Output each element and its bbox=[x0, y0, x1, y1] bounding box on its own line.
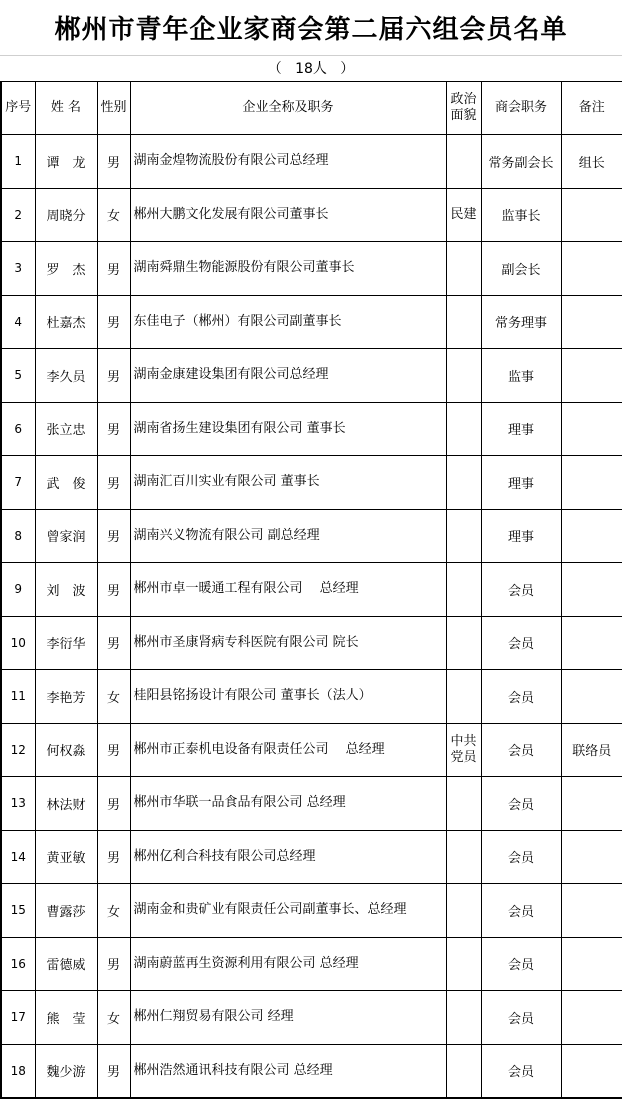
row-index: 11 bbox=[1, 670, 35, 724]
row-name: 周晓分 bbox=[35, 188, 97, 242]
row-remark bbox=[561, 777, 622, 831]
row-name: 武 俊 bbox=[35, 456, 97, 510]
row-position: 副会长 bbox=[481, 242, 561, 296]
table-row bbox=[1, 1044, 622, 1098]
row-company: 郴州仁翔贸易有限公司 经理 bbox=[130, 991, 446, 1045]
row-name: 黄亚敏 bbox=[35, 830, 97, 884]
row-index: 6 bbox=[1, 402, 35, 456]
row-position: 会员 bbox=[481, 670, 561, 724]
row-political bbox=[446, 242, 481, 296]
row-political: 民建 bbox=[446, 188, 481, 242]
row-company: 郴州大鹏文化发展有限公司董事长 bbox=[130, 188, 446, 242]
row-position: 监事 bbox=[481, 349, 561, 403]
row-remark bbox=[561, 402, 622, 456]
row-name: 张立忠 bbox=[35, 402, 97, 456]
row-name: 曾家润 bbox=[35, 509, 97, 563]
row-position: 会员 bbox=[481, 830, 561, 884]
row-gender: 女 bbox=[97, 884, 130, 938]
row-company: 湖南金煌物流股份有限公司总经理 bbox=[130, 135, 446, 189]
table-row bbox=[1, 991, 622, 1045]
table-row bbox=[1, 456, 622, 510]
row-gender: 男 bbox=[97, 616, 130, 670]
header-company: 企业全称及职务 bbox=[130, 82, 446, 135]
row-position: 会员 bbox=[481, 884, 561, 938]
row-gender: 女 bbox=[97, 188, 130, 242]
row-index: 2 bbox=[1, 188, 35, 242]
row-political bbox=[446, 456, 481, 510]
header-remark: 备注 bbox=[561, 82, 622, 135]
row-position: 理事 bbox=[481, 456, 561, 510]
row-company: 郴州市圣康肾病专科医院有限公司 院长 bbox=[130, 616, 446, 670]
row-position: 会员 bbox=[481, 723, 561, 777]
row-index: 1 bbox=[1, 135, 35, 189]
table-row bbox=[1, 723, 622, 777]
row-political bbox=[446, 349, 481, 403]
row-position: 会员 bbox=[481, 1044, 561, 1098]
table-row bbox=[1, 242, 622, 296]
row-remark bbox=[561, 884, 622, 938]
row-position: 会员 bbox=[481, 937, 561, 991]
row-index: 4 bbox=[1, 295, 35, 349]
row-name: 熊 莹 bbox=[35, 991, 97, 1045]
row-political bbox=[446, 991, 481, 1045]
row-political bbox=[446, 937, 481, 991]
row-index: 14 bbox=[1, 830, 35, 884]
row-index: 12 bbox=[1, 723, 35, 777]
row-company: 湖南蔚蓝再生资源利用有限公司 总经理 bbox=[130, 937, 446, 991]
row-name: 雷德威 bbox=[35, 937, 97, 991]
row-company: 桂阳县铭扬设计有限公司 董事长（法人） bbox=[130, 670, 446, 724]
table-row bbox=[1, 135, 622, 189]
row-political bbox=[446, 135, 481, 189]
row-remark: 联络员 bbox=[561, 723, 622, 777]
row-company: 湖南金和贵矿业有限责任公司副董事长、总经理 bbox=[130, 884, 446, 938]
header-political: 政治面貌 bbox=[446, 82, 481, 135]
row-name: 杜嘉杰 bbox=[35, 295, 97, 349]
row-index: 7 bbox=[1, 456, 35, 510]
row-company: 湖南省扬生建设集团有限公司 董事长 bbox=[130, 402, 446, 456]
row-gender: 男 bbox=[97, 242, 130, 296]
table-row bbox=[1, 188, 622, 242]
table-row bbox=[1, 670, 622, 724]
row-position: 常务副会长 bbox=[481, 135, 561, 189]
table-row bbox=[1, 884, 622, 938]
row-name: 李久员 bbox=[35, 349, 97, 403]
table-row bbox=[1, 616, 622, 670]
row-name: 何权淼 bbox=[35, 723, 97, 777]
row-political bbox=[446, 1044, 481, 1098]
table-row bbox=[1, 777, 622, 831]
row-name: 曹露莎 bbox=[35, 884, 97, 938]
row-gender: 男 bbox=[97, 456, 130, 510]
row-remark bbox=[561, 242, 622, 296]
member-table bbox=[0, 81, 622, 1099]
row-political: 中共党员 bbox=[446, 723, 481, 777]
row-gender: 男 bbox=[97, 295, 130, 349]
row-name: 李衍华 bbox=[35, 616, 97, 670]
row-remark bbox=[561, 670, 622, 724]
row-company: 湖南舜鼎生物能源股份有限公司董事长 bbox=[130, 242, 446, 296]
row-position: 监事长 bbox=[481, 188, 561, 242]
row-gender: 男 bbox=[97, 830, 130, 884]
row-index: 13 bbox=[1, 777, 35, 831]
table-row bbox=[1, 402, 622, 456]
table-row bbox=[1, 509, 622, 563]
row-gender: 女 bbox=[97, 670, 130, 724]
row-company: 郴州市正泰机电设备有限责任公司 总经理 bbox=[130, 723, 446, 777]
row-remark bbox=[561, 991, 622, 1045]
row-position: 会员 bbox=[481, 563, 561, 617]
row-position: 会员 bbox=[481, 777, 561, 831]
row-company: 郴州亿利合科技有限公司总经理 bbox=[130, 830, 446, 884]
row-gender: 男 bbox=[97, 349, 130, 403]
row-gender: 男 bbox=[97, 402, 130, 456]
row-gender: 男 bbox=[97, 563, 130, 617]
header-index: 序号 bbox=[1, 82, 35, 135]
table-row bbox=[1, 937, 622, 991]
row-gender: 男 bbox=[97, 723, 130, 777]
row-political bbox=[446, 563, 481, 617]
row-political bbox=[446, 884, 481, 938]
row-company: 湖南兴义物流有限公司 副总经理 bbox=[130, 509, 446, 563]
row-company: 郴州浩然通讯科技有限公司 总经理 bbox=[130, 1044, 446, 1098]
row-index: 5 bbox=[1, 349, 35, 403]
row-political bbox=[446, 616, 481, 670]
row-index: 8 bbox=[1, 509, 35, 563]
row-remark bbox=[561, 349, 622, 403]
row-remark bbox=[561, 1044, 622, 1098]
header-gender: 性别 bbox=[97, 82, 130, 135]
row-gender: 女 bbox=[97, 991, 130, 1045]
row-company: 湖南汇百川实业有限公司 董事长 bbox=[130, 456, 446, 510]
row-position: 会员 bbox=[481, 991, 561, 1045]
header-position: 商会职务 bbox=[481, 82, 561, 135]
table-row bbox=[1, 563, 622, 617]
row-company: 郴州市卓一暖通工程有限公司 总经理 bbox=[130, 563, 446, 617]
row-position: 会员 bbox=[481, 616, 561, 670]
row-political bbox=[446, 509, 481, 563]
row-remark: 组长 bbox=[561, 135, 622, 189]
row-remark bbox=[561, 616, 622, 670]
row-index: 17 bbox=[1, 991, 35, 1045]
row-index: 9 bbox=[1, 563, 35, 617]
row-name: 魏少游 bbox=[35, 1044, 97, 1098]
row-remark bbox=[561, 937, 622, 991]
row-index: 3 bbox=[1, 242, 35, 296]
row-company: 湖南金康建设集团有限公司总经理 bbox=[130, 349, 446, 403]
row-remark bbox=[561, 456, 622, 510]
row-remark bbox=[561, 563, 622, 617]
row-political bbox=[446, 830, 481, 884]
row-remark bbox=[561, 509, 622, 563]
row-gender: 男 bbox=[97, 509, 130, 563]
row-name: 李艳芳 bbox=[35, 670, 97, 724]
row-political bbox=[446, 402, 481, 456]
header-name: 姓 名 bbox=[35, 82, 97, 135]
row-political bbox=[446, 295, 481, 349]
table-header-row bbox=[1, 82, 622, 135]
row-gender: 男 bbox=[97, 937, 130, 991]
row-name: 刘 波 bbox=[35, 563, 97, 617]
row-index: 15 bbox=[1, 884, 35, 938]
row-index: 16 bbox=[1, 937, 35, 991]
page-title: 郴州市青年企业家商会第二届六组会员名单 bbox=[0, 0, 622, 56]
row-index: 18 bbox=[1, 1044, 35, 1098]
row-remark bbox=[561, 295, 622, 349]
row-political bbox=[446, 777, 481, 831]
row-company: 郴州市华联一品食品有限公司 总经理 bbox=[130, 777, 446, 831]
row-index: 10 bbox=[1, 616, 35, 670]
row-name: 罗 杰 bbox=[35, 242, 97, 296]
row-name: 谭 龙 bbox=[35, 135, 97, 189]
member-count: （ 18人 ） bbox=[267, 61, 355, 77]
row-position: 理事 bbox=[481, 509, 561, 563]
row-remark bbox=[561, 188, 622, 242]
table-row bbox=[1, 830, 622, 884]
row-gender: 男 bbox=[97, 777, 130, 831]
row-gender: 男 bbox=[97, 1044, 130, 1098]
row-name: 林法财 bbox=[35, 777, 97, 831]
table-row bbox=[1, 349, 622, 403]
row-gender: 男 bbox=[97, 135, 130, 189]
row-political bbox=[446, 670, 481, 724]
table-row bbox=[1, 295, 622, 349]
row-position: 常务理事 bbox=[481, 295, 561, 349]
row-position: 理事 bbox=[481, 402, 561, 456]
row-remark bbox=[561, 830, 622, 884]
row-company: 东佳电子（郴州）有限公司副董事长 bbox=[130, 295, 446, 349]
